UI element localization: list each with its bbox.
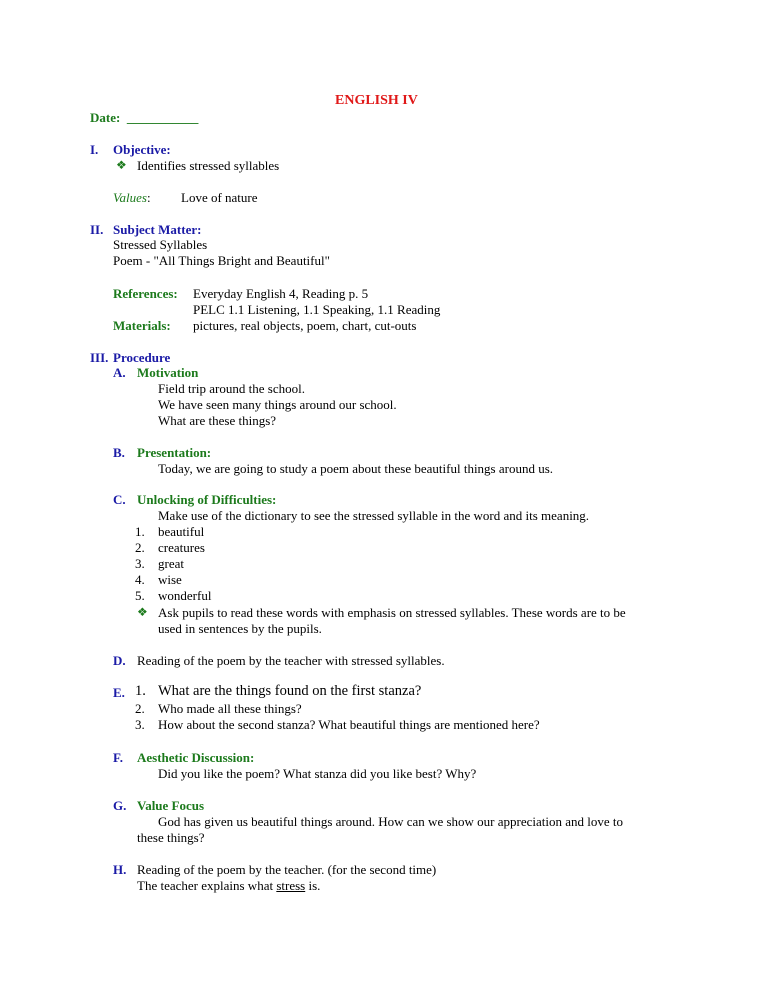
subject-line-2: Poem - "All Things Bright and Beautiful" [113,253,330,268]
word-number-4: 4. [135,572,145,587]
word-number-3: 3. [135,556,145,571]
value-focus-heading: Value Focus [137,798,205,813]
objective-item: Identifies stressed syllables [137,158,280,173]
references-label: References: [113,286,178,301]
word-item-5: wonderful [158,588,212,603]
motivation-line-3: What are these things? [158,413,277,428]
teacher-explains-line [137,878,320,893]
word-item-3: great [158,556,184,571]
section-number-1: I. [90,142,99,157]
bullet-icon: ❖ [137,605,148,619]
motivation-line-2: We have seen many things around our school. [158,397,397,412]
second-reading-line: Reading of the poem by the teacher. (for the second time) [137,862,437,877]
question-1: What are the things found on the first stanza? [158,683,422,699]
date-field [90,110,198,125]
question-2: Who made all these things? [158,701,302,716]
objective-heading: Objective: [113,142,171,157]
value-focus-line-1: God has given us beautiful things around. How can we show our appreciation and love to [158,814,624,829]
values-text: Love of nature [181,190,258,205]
stress-word: stress [276,878,306,893]
question-3: How about the second stanza? What beautiful things are mentioned here? [158,717,540,732]
word-number-5: 5. [135,588,145,603]
letter-b: B. [113,445,125,460]
subject-heading: Subject Matter: [113,222,202,237]
letter-f: F. [113,750,123,765]
procedure-heading: Procedure [113,350,171,365]
reference-1: Everyday English 4, Reading p. 5 [193,286,369,301]
letter-a: A. [113,365,126,380]
explains-post: is. [305,878,321,893]
materials-text: pictures, real objects, poem, chart, cut-outs [193,318,417,333]
bullet-icon: ❖ [116,158,127,172]
value-focus-line-2: these things? [137,830,205,845]
letter-c: C. [113,492,126,507]
section-number-2: II. [90,222,104,237]
date-label: Date: [90,110,121,125]
unlocking-note-2: used in sentences by the pupils. [158,621,322,636]
word-item-1: beautiful [158,524,205,539]
unlocking-heading: Unlocking of Difficulties: [137,492,277,507]
word-number-1: 1. [135,524,145,539]
unlocking-intro: Make use of the dictionary to see the stressed syllable in the word and its meaning. [158,508,590,523]
question-number-1: 1. [135,683,146,699]
letter-d: D. [113,653,126,668]
word-item-4: wise [158,572,182,587]
word-number-2: 2. [135,540,145,555]
subject-line-1: Stressed Syllables [113,237,208,252]
values-row [113,190,151,205]
motivation-heading: Motivation [137,365,199,380]
section-number-3: III. [90,350,109,365]
aesthetic-line: Did you like the poem? What stanza did you like best? Why? [158,766,477,781]
word-item-2: creatures [158,540,205,555]
presentation-heading: Presentation: [137,445,212,460]
letter-g: G. [113,798,127,813]
values-colon: : [146,190,151,205]
date-blank: ___________ [126,110,199,125]
question-number-2: 2. [135,701,145,716]
aesthetic-heading: Aesthetic Discussion: [137,750,255,765]
values-label: Values [113,190,147,205]
reference-2: PELC 1.1 Listening, 1.1 Speaking, 1.1 Reading [193,302,441,317]
page-title: ENGLISH IV [335,93,418,108]
materials-label: Materials: [113,318,171,333]
letter-h: H. [113,862,127,877]
reading-poem-line: Reading of the poem by the teacher with stressed syllables. [137,653,445,668]
unlocking-note-1: Ask pupils to read these words with emphasis on stressed syllables. These words are to be [158,605,626,620]
letter-e: E. [113,685,125,700]
motivation-line-1: Field trip around the school. [158,381,305,396]
presentation-line: Today, we are going to study a poem about these beautiful things around us. [158,461,554,476]
question-number-3: 3. [135,717,145,732]
explains-pre: The teacher explains what [137,878,277,893]
